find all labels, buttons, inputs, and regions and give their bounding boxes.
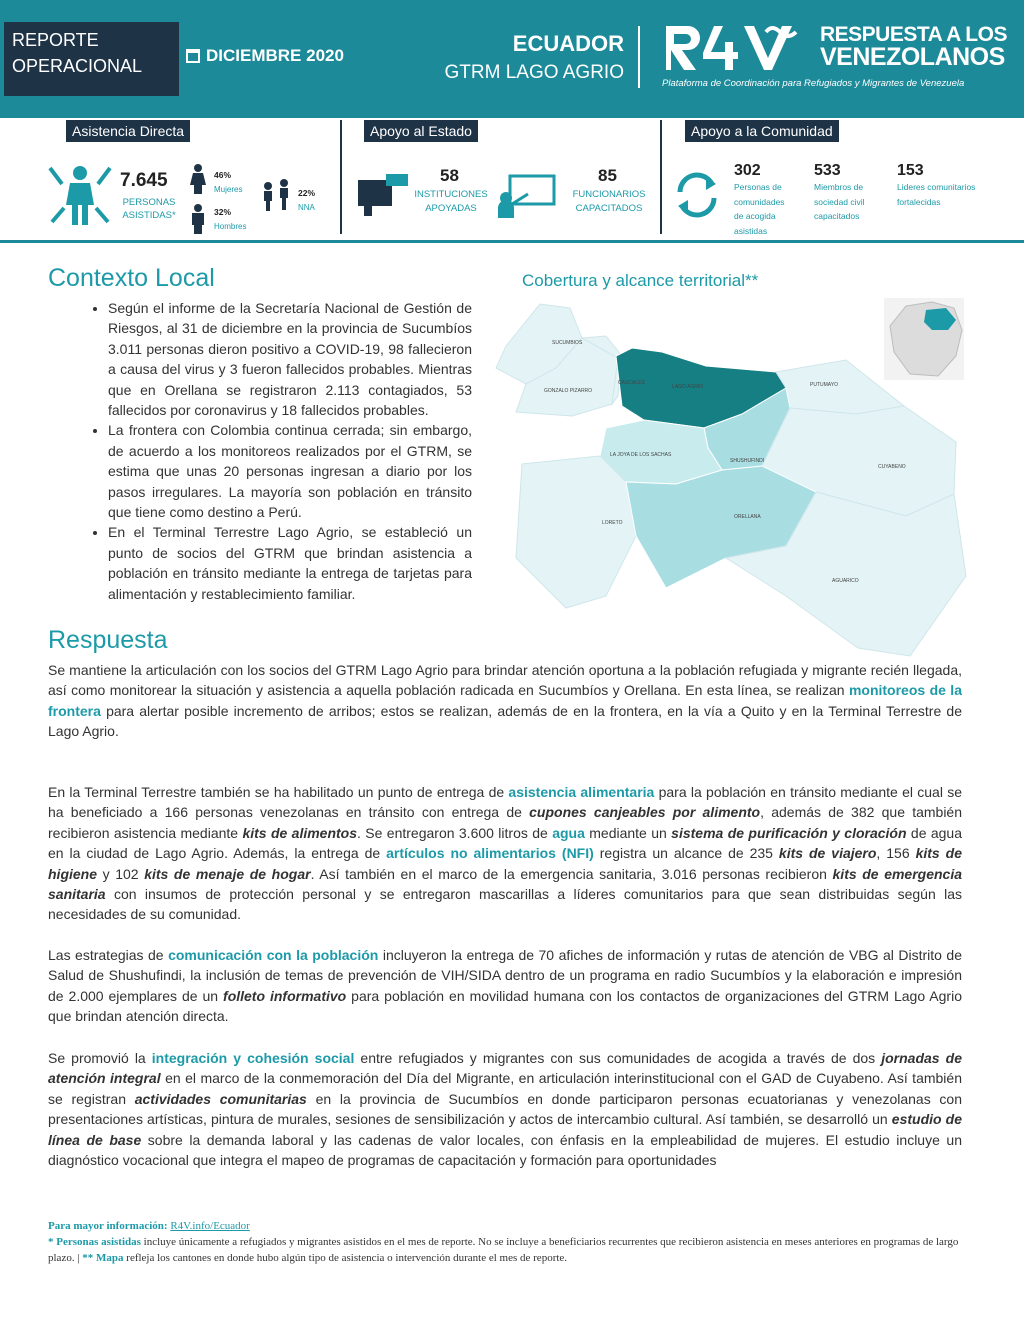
cycle-arrows-icon <box>670 168 724 222</box>
map-label: GONZALO PIZARRO <box>544 388 593 394</box>
r4v-logo-icon <box>662 22 804 74</box>
emphasis-term: actividades comunitarias <box>134 1090 307 1107</box>
map-label: CUYABENO <box>878 464 906 470</box>
platform-subtitle: Plataforma de Coordinación para Refugiados y Migrantes de Venezuela <box>662 78 965 89</box>
comunidad-count: 302 <box>734 162 761 179</box>
contexto-bullet: • En el Terminal Terrestre Lago Agrio, se estableció un punto de socios del GTRM que brindan asistencia a población en tránsito mediante la entrega de tarjetas para alimentación y restablecimiento familiar. <box>108 522 472 604</box>
emphasis-term: kits de viajero <box>778 845 877 862</box>
emphasis-term: sistema de purificación y cloración <box>671 824 907 841</box>
lideres-label-line: Lideres comunitarios <box>897 182 976 192</box>
country-name: ECUADOR <box>512 31 624 56</box>
contexto-bullet: • Según el informe de la Secretaría Nacional de Gestión de Riesgos, al 31 de diciembre en la provincia de Sucumbíos 3.011 personas dieron positivo a COVID-19, 98 fallecieron a causa del virus y 3 fueron fallecidos probables. Mientras que en Orellana se registraron 2.113 contagiados, 53 fallecidos por coronavirus y 18 fallecidos probables. <box>108 298 472 420</box>
highlight-term: comunicación con la población <box>168 947 379 963</box>
instituciones-label-line1: INSTITUCIONES <box>414 189 488 200</box>
institution-building-icon <box>356 172 410 216</box>
kpi-divider <box>660 120 662 234</box>
comunidad-label-line: asistidas <box>734 225 768 236</box>
report-type-line1: REPORTE <box>12 30 99 50</box>
kpi-divider <box>340 120 342 234</box>
location-block <box>445 30 624 88</box>
report-type-line2: OPERACIONAL <box>12 56 143 76</box>
paragraph-text: para población en movilidad humana con los contactos de organizaciones del GTRM Lago Agrio que brindan atención directa. <box>48 987 962 1025</box>
training-board-icon <box>496 174 558 220</box>
p1-text: Se mantiene la articulación con los socios del GTRM Lago Agrio para brindar atención oportuna a la población refugiada y migrante recién llegada, así como monitorear la situación y asistencia a aquella población radicada en Sucumbíos y Orellana. En esta línea, se realizan <box>48 662 962 699</box>
r4v-logo-text <box>820 23 1007 71</box>
coverage-map <box>486 296 972 660</box>
respuesta-paragraph-1 <box>48 660 962 742</box>
comunidad-label <box>734 180 785 238</box>
contexto-bullets <box>76 298 472 604</box>
map-label: PUTUMAYO <box>810 382 838 388</box>
comunidad-label-line: comunidades <box>734 196 785 207</box>
r4v-ecuador-link[interactable]: R4V.info/Ecuador <box>170 1220 250 1232</box>
tab-asistencia-directa: Asistencia Directa <box>66 120 190 142</box>
respuesta-title: Respuesta <box>48 626 168 654</box>
tab-apoyo-comunidad: Apoyo a la Comunidad <box>685 120 839 142</box>
calendar-icon <box>186 49 200 63</box>
highlight-term: artículos no alimentarios (NFI) <box>386 845 594 862</box>
emphasis-term: kits de emergencia sanitaria <box>48 865 963 903</box>
map-title: Cobertura y alcance territorial** <box>522 271 759 290</box>
report-date <box>186 46 344 66</box>
personas-label-line2: ASISTIDAS* <box>122 210 176 221</box>
paragraph-text: para la población en tránsito mediante el cual se ha beneficiado a 166 personas venezolanas en tránsito con entrega de <box>48 784 962 821</box>
person-assisted-icon <box>46 164 114 228</box>
sociedad-label-line: sociedad civil <box>814 196 865 207</box>
paragraph-text: , además de 382 que también recibieron asistencia mediante <box>48 804 963 841</box>
emphasis-term: kits de menaje de hogar <box>144 865 311 882</box>
report-date-text: DICIEMBRE 2020 <box>206 46 344 65</box>
footnote-text: refleja los cantones en donde hubo algún tipo de asistencia o intervención durante el mes de reporte. <box>123 1252 568 1264</box>
contexto-title: Contexto Local <box>48 264 215 292</box>
p1-text: para alertar posible incremento de arribos; estos se realizan, además de en la frontera, en la vía a Quito y en la Terminal Terrestre de Lago Agrio. <box>48 702 962 740</box>
nna-label: NNA <box>298 203 315 212</box>
paragraph-text: mediante un <box>584 824 672 841</box>
instituciones-count: 58 <box>440 166 459 185</box>
footer-footnotes <box>48 1234 964 1266</box>
map-label: CASCALES <box>618 380 645 386</box>
personas-asistidas-count: 7.645 <box>120 170 168 191</box>
paragraph-text: Las estrategias de <box>48 947 169 963</box>
map-label: ORELLANA <box>734 514 761 520</box>
funcionarios-count: 85 <box>598 166 617 185</box>
nna-pct: 22% <box>298 188 316 198</box>
respuesta-paragraph-3 <box>48 945 962 1027</box>
emphasis-term: estudio de línea de base <box>48 1111 962 1148</box>
lideres-count: 153 <box>897 162 924 179</box>
sociedad-label-line: Miembros de <box>814 182 864 192</box>
logo-line1: RESPUESTA A LOS <box>820 23 1007 46</box>
map-label: LAGO AGRIO <box>672 384 704 390</box>
paragraph-text: y 102 <box>97 865 145 882</box>
tab-apoyo-estado: Apoyo al Estado <box>364 120 478 142</box>
man-icon <box>188 204 208 234</box>
map-region-loreto <box>516 456 636 608</box>
footer-notes <box>48 1218 964 1266</box>
paragraph-text: de agua en la ciudad de Lago Agrio. Además, la entrega de <box>48 824 962 862</box>
map-label: SHUSHUFINDI <box>730 458 765 464</box>
mujeres-pct: 46% <box>214 170 232 180</box>
sociedad-civil-label <box>814 180 865 224</box>
sociedad-civil-count: 533 <box>814 162 841 179</box>
logo-line2: VENEZOLANOS <box>820 43 1005 71</box>
paragraph-text: con insumos de protección personal y se entregaron mascarillas a líderes comunitarios para que sean distribuidas según las necesidades de su comunidad. <box>48 886 962 923</box>
instituciones-label-line2: APOYADAS <box>425 203 477 214</box>
instituciones-label <box>410 188 492 216</box>
more-info-label: Para mayor información: <box>48 1220 171 1232</box>
paragraph-text: entre refugiados y migrantes con sus comunidades de acogida a través de dos <box>354 1050 882 1066</box>
lideres-label-line: fortalecidas <box>897 196 941 207</box>
emphasis-term: cupones canjeables por alimento <box>529 804 761 821</box>
paragraph-text: sobre la demanda laboral y las cadenas de valor locales, con énfasis en la empleabilidad de mujeres. El estudio incluye un diagnóstico vocacional que integra el mapeo de programas de capacitación y formación para oportunidades <box>48 1131 962 1169</box>
emphasis-term: kits de higiene <box>48 845 962 882</box>
map-label: LORETO <box>602 520 623 526</box>
funcionarios-label <box>566 188 652 216</box>
emphasis-term: folleto informativo <box>223 987 347 1004</box>
comunidad-label-line: Personas de <box>734 182 782 192</box>
respuesta-paragraph-2 <box>48 782 962 925</box>
paragraph-text: En la Terminal Terrestre también se ha habilitado un punto de entrega de <box>48 784 509 800</box>
respuesta-paragraph-4 <box>48 1048 962 1170</box>
hombres-label: Hombres <box>214 222 247 231</box>
funcionarios-label-line2: CAPACITADOS <box>575 203 643 214</box>
report-type-box <box>4 22 179 96</box>
kpi-band <box>0 118 1024 242</box>
map-label: AGUARICO <box>832 578 859 584</box>
comunidad-label-line: de acogida <box>734 211 776 221</box>
mujeres-label: Mujeres <box>214 185 243 194</box>
gtrm-name: GTRM LAGO AGRIO <box>444 62 624 83</box>
highlight-term: asistencia alimentaria <box>508 784 655 800</box>
footnote-term: ** Mapa <box>82 1252 124 1264</box>
children-icon <box>258 178 294 212</box>
map-label: LA JOYA DE LOS SACHAS <box>610 452 672 458</box>
emphasis-term: jornadas de atención integral <box>48 1050 962 1087</box>
hombres-pct: 32% <box>214 207 232 217</box>
footnote-term: * Personas asistidas <box>48 1236 141 1248</box>
personas-label-line1: PERSONAS <box>122 197 176 208</box>
map-label: SUCUMBIOS <box>552 340 583 346</box>
paragraph-text: Se promovió la <box>48 1050 152 1066</box>
footnote-text: incluye únicamente a refugiados y migrantes asistidos en el mes de reporte. No se incluye a beneficiarios recurrentes que recibieron asistencia en meses anteriores en programas de largo plazo. | <box>48 1236 959 1264</box>
lideres-label <box>897 180 975 209</box>
highlight-term: agua <box>552 824 585 841</box>
paragraph-text: incluyeron la entrega de 70 afiches de información y rutas de atención de VBG al Distrito de Salud de Shushufindi, la inclusión de temas de prevención de VIH/SIDA dentro de un programa en radio Sucumbíos y la elaboración e impresión de 2.000 ejemplares de un <box>48 947 962 1004</box>
personas-asistidas-label <box>120 196 178 222</box>
paragraph-text: en la provincia de Sucumbíos en donde participaron personas ecuatorianas y venezolanas con presentaciones artísticas, pintura de murales, sesiones de sensibilización y actos de intercambio cultural. Así también, se desarrolló un <box>48 1090 963 1128</box>
ecuador-inset-map <box>884 298 964 380</box>
paragraph-text: registra un alcance de 235 <box>593 845 779 862</box>
emphasis-term: kits de alimentos <box>242 824 358 841</box>
kpi-bottom-rule <box>0 240 1024 243</box>
paragraph-text: . Se entregaron 3.600 litros de <box>357 824 553 841</box>
highlight-term: integración y cohesión social <box>151 1050 355 1066</box>
paragraph-text: en el marco de la conmemoración del Día del Migrante, en articulación interinstitucional con el GAD de Cuyabeno. Así también se registran <box>48 1070 962 1107</box>
p1-highlight: monitoreos de la frontera <box>48 682 962 719</box>
header-divider <box>638 26 640 88</box>
funcionarios-label-line1: FUNCIONARIOS <box>572 189 646 200</box>
footer-more-info <box>48 1218 964 1234</box>
contexto-bullet: • La frontera con Colombia continua cerrada; sin embargo, de acuerdo a los monitoreos realizados por el GTRM, se estima que unas 20 personas ingresan a diario por los pasos irregulares. La mayoría son población en tránsito que tiene como destino a Perú. <box>108 420 472 522</box>
paragraph-text: . Así también en el marco de la emergencia sanitaria, 3.016 personas recibieron <box>310 865 833 882</box>
report-header <box>0 0 1024 118</box>
paragraph-text: , 156 <box>876 845 916 862</box>
sociedad-label-line: capacitados <box>814 211 860 221</box>
woman-icon <box>188 164 208 194</box>
